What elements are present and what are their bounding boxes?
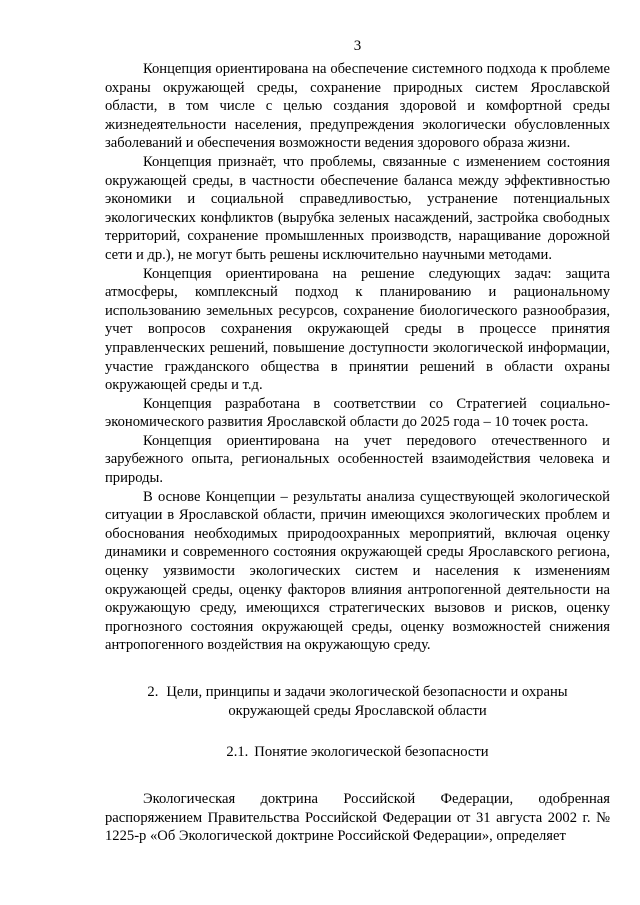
paragraph-concept-problems: Концепция признаёт, что проблемы, связанные с изменением состояния окружающей среды, в частности обеспечение баланса между эффективностью экономики и социальной справедливостью, устранение потенциальных экологических конфликтов (вырубка зеленых насаждений, застройка свободных территорий, сохранение промышленных производств, наращивание дорожной сети и др.), не могут быть решены исключительно научными методами. xyxy=(105,153,610,263)
subsection-number: 2.1. xyxy=(226,744,249,760)
paragraph-concept-tasks: Концепция ориентирована на решение следующих задач: защита атмосферы, комплексный подход к планированию и рациональному использованию земельных ресурсов, сохранение биологического разнообразия, учет вопросов сохранения окружающей среды в процессе принятия управленческих решений, повышение доступности экологической информации, участие гражданского общества в принятии решений в области охраны окружающей среды и т.д. xyxy=(105,265,610,394)
page-number: 3 xyxy=(353,38,362,54)
subsection-heading-2-1 xyxy=(105,743,610,762)
document-page xyxy=(105,36,610,846)
section-heading-2 xyxy=(105,683,610,721)
section-number: 2. xyxy=(147,684,159,700)
section-title: Цели, принципы и задачи экологической безопасности и охраны окружающей среды Ярославской области xyxy=(166,684,568,719)
paragraph-concept-basis: В основе Концепции – результаты анализа существующей экологической ситуации в Ярославской области, причин имеющихся экологических проблем и обоснования необходимых природоохранных мероприятий, включая оценку динамики и современного состояния окружающей среды Ярославского региона, оценку уязвимости экологических систем и населения к изменениям окружающей среды, оценку факторов влияния антропогенной деятельности на окружающую среду, имеющихся стратегических вызовов и рисков, оценку прогнозного состояния окружающей среды, оценку возможностей снижения антропогенного воздействия на окружающую среду. xyxy=(105,488,610,654)
subsection-title: Понятие экологической безопасности xyxy=(254,744,489,760)
paragraph-ecological-doctrine: Экологическая доктрина Российской Федерации, одобренная распоряжением Правительства Российской Федерации от 31 августа 2002 г. № 1225-р «Об Экологической доктрине Российской Федерации», определяет xyxy=(105,791,610,845)
paragraph-concept-strategy: Концепция разработана в соответствии со Стратегией социально-экономического развития Ярославской области до 2025 года – 10 точек роста. xyxy=(105,395,610,431)
paragraph-concept-goal: Концепция ориентирована на обеспечение системного подхода к проблеме охраны окружающей среды, сохранение природных систем Ярославской области, в том числе с целью создания здоровой и комфортной среды жизнедеятельности населения, предупреждения экологически обусловленных заболеваний и обеспечения возможности ведения здорового образа жизни. xyxy=(105,61,610,152)
paragraph-concept-experience: Концепция ориентирована на учет передового отечественного и зарубежного опыта, региональных особенностей взаимодействия человека и природы. xyxy=(105,432,610,487)
